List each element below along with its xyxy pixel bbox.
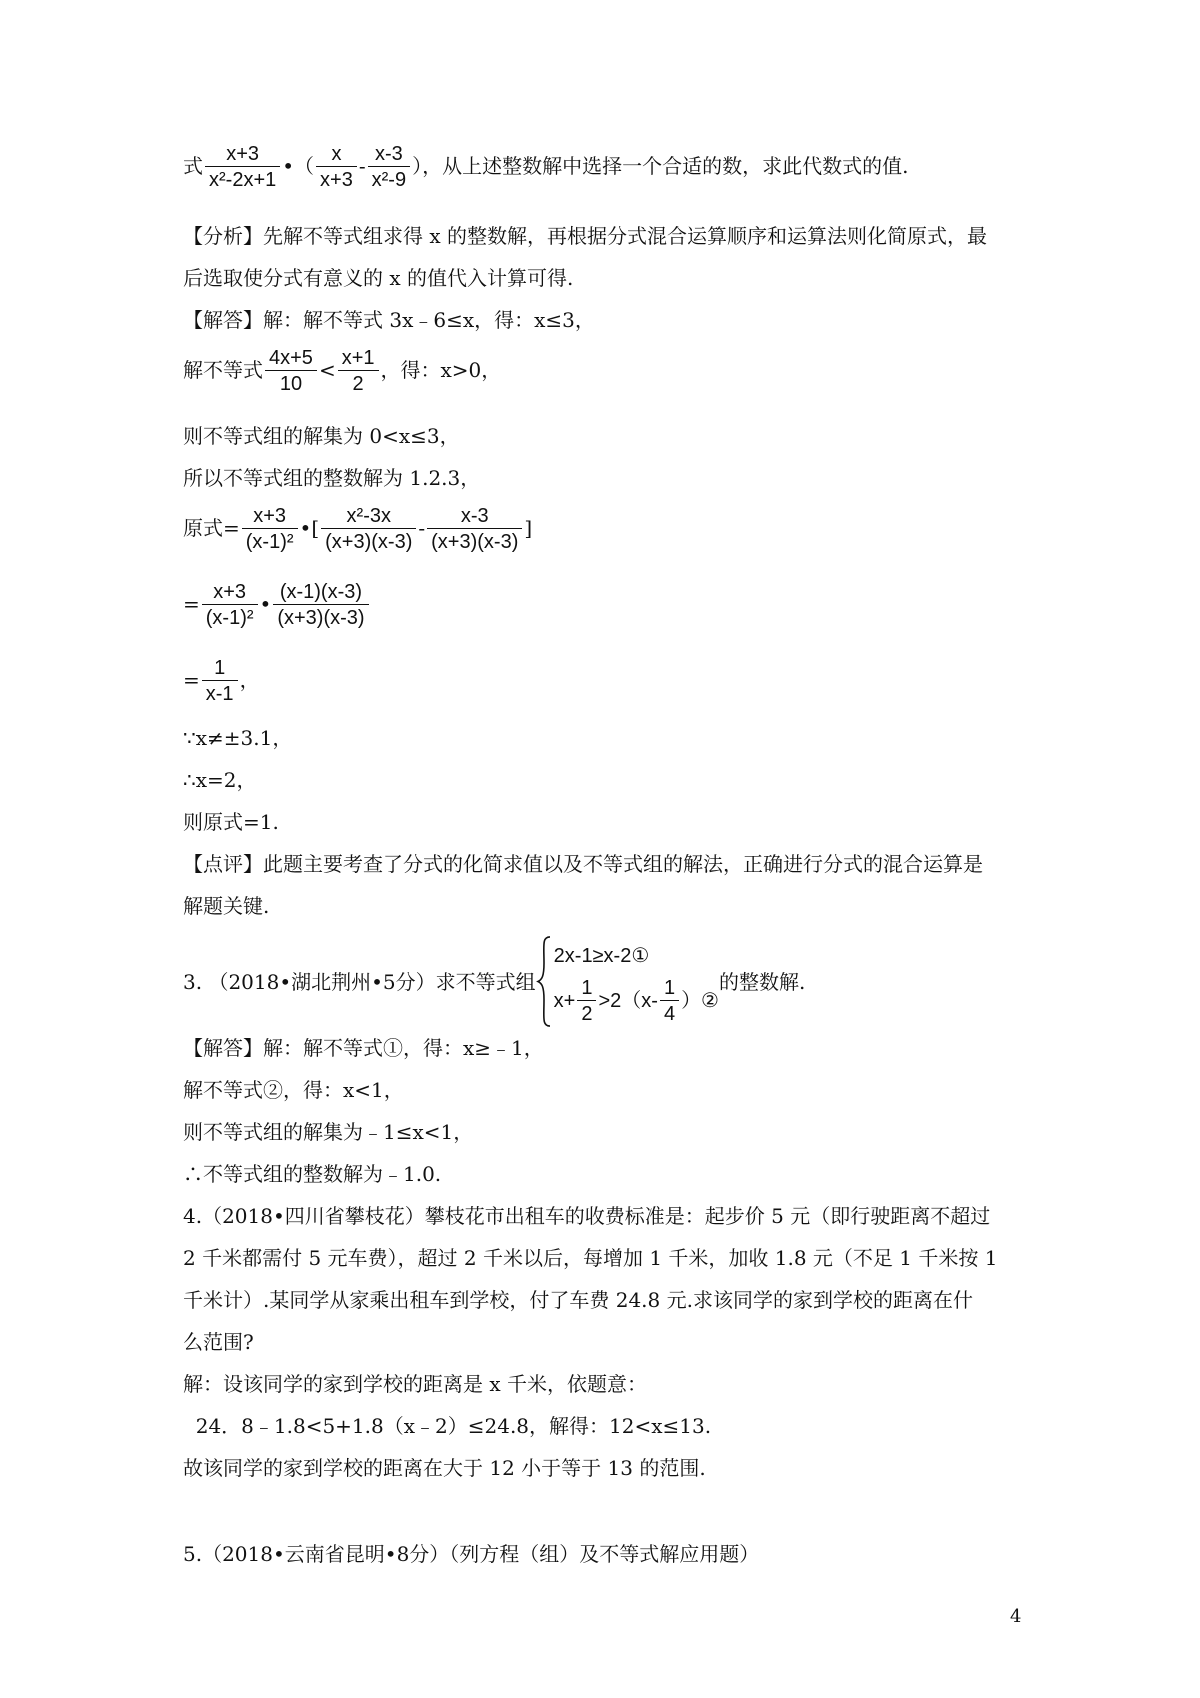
numerator: x+3 — [226, 143, 260, 165]
fraction — [427, 504, 522, 555]
q4-solution-1: 解：设该同学的家到学校的距离是 x 千米，依题意： — [183, 1372, 647, 1396]
denominator: (x+3)(x-3) — [273, 604, 368, 631]
numerator: x-3 — [374, 143, 403, 165]
denominator: x²-2x+1 — [205, 166, 280, 193]
dot: • — [259, 592, 272, 616]
q2-step-3 — [183, 656, 260, 707]
q2-analysis-line-2: 后选取使分式有意义的 x 的值代入计算可得. — [183, 266, 574, 290]
q3-answer-2: 解不等式②，得：x<1， — [183, 1078, 404, 1102]
dot: • — [299, 516, 312, 540]
fraction — [202, 580, 258, 631]
q2-ineq2-line — [183, 346, 501, 397]
expr-suffix: ），从上述整数解中选择一个合适的数，求此代数式的值. — [412, 154, 909, 178]
q2-original-line — [183, 504, 532, 555]
lt-sign: < — [318, 358, 336, 382]
q2-analysis-line-1: 【分析】先解不等式组求得 x 的整数解，再根据分式混合运算顺序和运算法则化简原式，最 — [183, 224, 987, 248]
page-number: 4 — [1010, 1606, 1022, 1627]
numerator: 1 — [663, 977, 676, 999]
q2-step-2 — [183, 580, 371, 631]
ineq-prefix: 解不等式 — [183, 358, 263, 382]
denominator: x²-9 — [368, 166, 410, 193]
q4-line-1: 4.（2018•四川省攀枝花）攀枝花市出租车的收费标准是：起步价 5 元（即行驶距离不超过 — [183, 1204, 991, 1228]
minus: - — [418, 516, 426, 540]
q2-result: 则原式=1. — [183, 810, 279, 834]
ineq-suffix: ，得：x>0， — [380, 358, 502, 382]
expr-prefix: 式 — [183, 154, 203, 178]
denominator: x+3 — [316, 166, 357, 193]
numerator: x+1 — [341, 347, 375, 369]
q4-solution-3: 故该同学的家到学校的距离在大于 12 小于等于 13 的范围. — [183, 1456, 706, 1480]
fraction — [660, 976, 679, 1027]
q2-expression-line — [183, 142, 908, 193]
q3-prefix: 3. （2018•湖北荆州•5分）求不等式组 — [183, 969, 536, 994]
q4-solution-2: 24．8﹣1.8<5+1.8（x﹣2）≤24.8，解得：12<x≤13. — [183, 1414, 712, 1438]
numerator: x²-3x — [346, 505, 391, 527]
minus: - — [358, 154, 366, 178]
fraction — [265, 346, 317, 397]
numerator: x-3 — [460, 505, 489, 527]
numerator: x — [331, 143, 342, 165]
numerator: 1 — [214, 657, 226, 679]
q3-answer-4: ∴不等式组的整数解为﹣1.0. — [183, 1162, 442, 1186]
dot: • — [282, 154, 295, 178]
left-brace-icon — [536, 936, 552, 1027]
orig-prefix: 原式= — [183, 516, 240, 540]
numerator: x+3 — [253, 505, 287, 527]
fraction — [316, 142, 357, 193]
denominator: (x+3)(x-3) — [427, 528, 522, 555]
q2-solution-set: 则不等式组的解集为 0<x≤3， — [183, 424, 460, 448]
step-suffix: ， — [239, 668, 260, 692]
q2-therefore: ∴x=2， — [183, 768, 257, 792]
row2-part: ）② — [681, 989, 719, 1012]
denominator: (x+3)(x-3) — [321, 528, 416, 555]
denominator: 2 — [577, 1000, 596, 1027]
q2-answer-line-1: 【解答】解：解不等式 3x﹣6≤x，得：x≤3， — [183, 308, 595, 332]
fraction — [273, 580, 368, 631]
row2-part: x+ — [553, 989, 576, 1012]
q3-answer-1: 【解答】解：解不等式①，得：x≥﹣1， — [183, 1036, 544, 1060]
fraction — [338, 346, 379, 397]
numerator: 1 — [581, 977, 593, 999]
paren: （ — [294, 154, 315, 178]
equals: = — [183, 668, 200, 692]
q2-integer-solutions: 所以不等式组的整数解为 1.2.3， — [183, 466, 481, 490]
fraction — [242, 504, 298, 555]
inequality-system — [536, 936, 719, 1027]
numerator: x+3 — [213, 581, 247, 603]
system-row-2 — [554, 976, 719, 1027]
q2-comment-1: 【点评】此题主要考查了分式的化简求值以及不等式组的解法，正确进行分式的混合运算是 — [183, 852, 983, 876]
bracket: [ — [311, 516, 320, 540]
denominator: (x-1)² — [202, 604, 258, 631]
row2-part: >2（x- — [598, 989, 658, 1012]
denominator: 2 — [338, 370, 379, 397]
bracket: ] — [524, 516, 533, 540]
fraction — [202, 656, 238, 707]
q3-line — [183, 936, 805, 1027]
q3-answer-3: 则不等式组的解集为﹣1≤x<1， — [183, 1120, 474, 1144]
fraction — [321, 504, 416, 555]
q3-suffix: 的整数解. — [719, 969, 806, 994]
q2-because: ∵x≠±3.1， — [183, 726, 293, 750]
numerator: (x-1)(x-3) — [279, 581, 363, 603]
numerator: 4x+5 — [269, 347, 313, 369]
fraction — [577, 976, 596, 1027]
q2-comment-2: 解题关键. — [183, 894, 270, 918]
denominator: 10 — [265, 370, 317, 397]
denominator: (x-1)² — [242, 528, 298, 555]
denominator: 4 — [660, 1000, 679, 1027]
q4-line-4: 么范围? — [183, 1330, 254, 1354]
fraction — [205, 142, 280, 193]
denominator: x-1 — [202, 680, 238, 707]
q5-line: 5.（2018•云南省昆明•8分）（列方程（组）及不等式解应用题） — [183, 1542, 760, 1566]
equals: = — [183, 592, 200, 616]
q4-line-2: 2 千米都需付 5 元车费），超过 2 千米以后，每增加 1 千米，加收 1.8 元（不足 1 千米按 1 — [183, 1246, 998, 1270]
system-row-1: 2x-1≥x-2① — [553, 945, 650, 967]
q4-line-3: 千米计）.某同学从家乘出租车到学校，付了车费 24.8 元.求该同学的家到学校的距离在什 — [183, 1288, 973, 1312]
fraction — [368, 142, 410, 193]
